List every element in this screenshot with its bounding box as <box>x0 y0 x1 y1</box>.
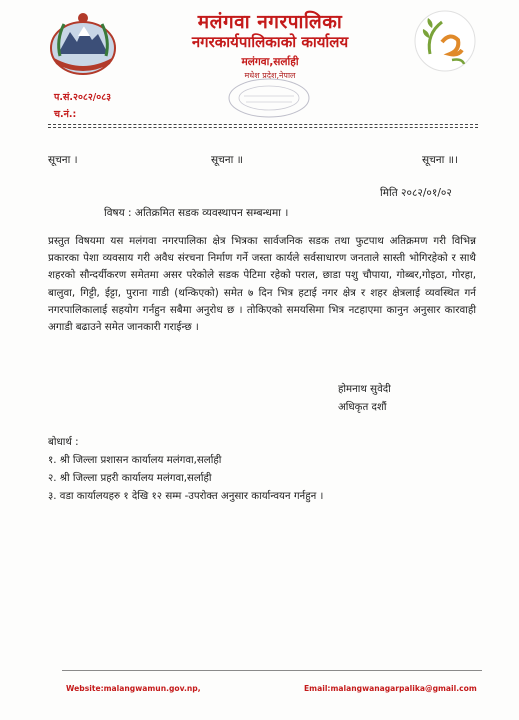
office-name: नगरकार्यपालिकाको कार्यालय <box>191 33 349 51</box>
municipality-name: मलंगवा नगरपालिका <box>197 11 343 33</box>
footer-divider <box>62 670 482 671</box>
letter-date: मिति २०८२/०१/०२ <box>380 187 452 199</box>
notice-label-first: सूचना । <box>48 154 78 166</box>
office-location: मलंगवा,सर्लाही <box>241 56 299 68</box>
header-divider <box>48 124 478 125</box>
dispatch-number: च.नं.: <box>54 109 77 120</box>
signatory-title: अधिकृत दशौं <box>338 402 387 413</box>
notice-label-third: सूचना ॥। <box>422 154 458 166</box>
header-divider-second <box>48 127 478 128</box>
cc-item: ३. वडा कार्यालयहरु १ देखि १२ सम्म -उपरोक्त अनुसार कार्यान्वयन गर्नहुन । <box>48 491 324 502</box>
signatory-name: होमनाथ सुवेदी <box>338 384 391 395</box>
letter-number: प.सं.२०८२/०८३ <box>54 92 112 103</box>
municipality-logo-icon <box>412 8 478 74</box>
nepal-emblem-icon <box>44 10 122 76</box>
cc-heading: बोधार्थ : <box>48 437 79 448</box>
cc-item: १. श्री जिल्ला प्रशासन कार्यालय मलंगवा,सर्लाही <box>48 455 222 466</box>
cc-list <box>48 452 323 506</box>
letter-subject: विषय : अतिक्रमित सडक व्यवस्थापन सम्बन्धमा । <box>104 207 289 219</box>
official-stamp-icon <box>226 76 312 120</box>
province-name: मधेश प्रदेश,नेपाल <box>244 71 296 80</box>
footer-email: Email:malangwanagarpalika@gmail.com <box>304 684 477 693</box>
letter-body: प्रस्तुत विषयमा यस मलंगवा नगरपालिका क्षेत्र भित्रका सार्वजनिक सडक तथा फुटपाथ अतिक्रमण गरी विभिन्न प्रकारका पेशा व्यवसाय गरी अवैध संरचना निर्माण गर्ने जस्ता कार्यले सर्वसाधारण जनताले सास्ती भोगिरहेको र साथै शहरको सौन्दर्यीकरण समेतमा असर परेकोले सडक पेटिमा रहेको पराल, छाडा पशु चौपाया, गोब्बर,गोइठा, गोरहा, बालुवा, गिट्टी, ईट्टा, पुराना गाडी (थन्किएको) समेत ७ दिन भित्र हटाई नगर क्षेत्र र शहर क्षेत्रलाई व्यवस्थित गर्न नगरपालिकालाई सहयोग गर्नहुन सबैमा अनुरोध छ । तोकिएको समयसिमा भित्र नटहाएमा कानुन अनुसार कारवाही अगाडी बढाउने समेत जानकारी गराईन्छ । <box>48 235 476 334</box>
notice-label-second: सूचना ॥ <box>211 154 243 166</box>
footer-website: Website:malangwamun.gov.np, <box>66 684 201 693</box>
cc-item: २. श्री जिल्ला प्रहरी कार्यालय मलंगवा,सर्लाही <box>48 473 212 484</box>
